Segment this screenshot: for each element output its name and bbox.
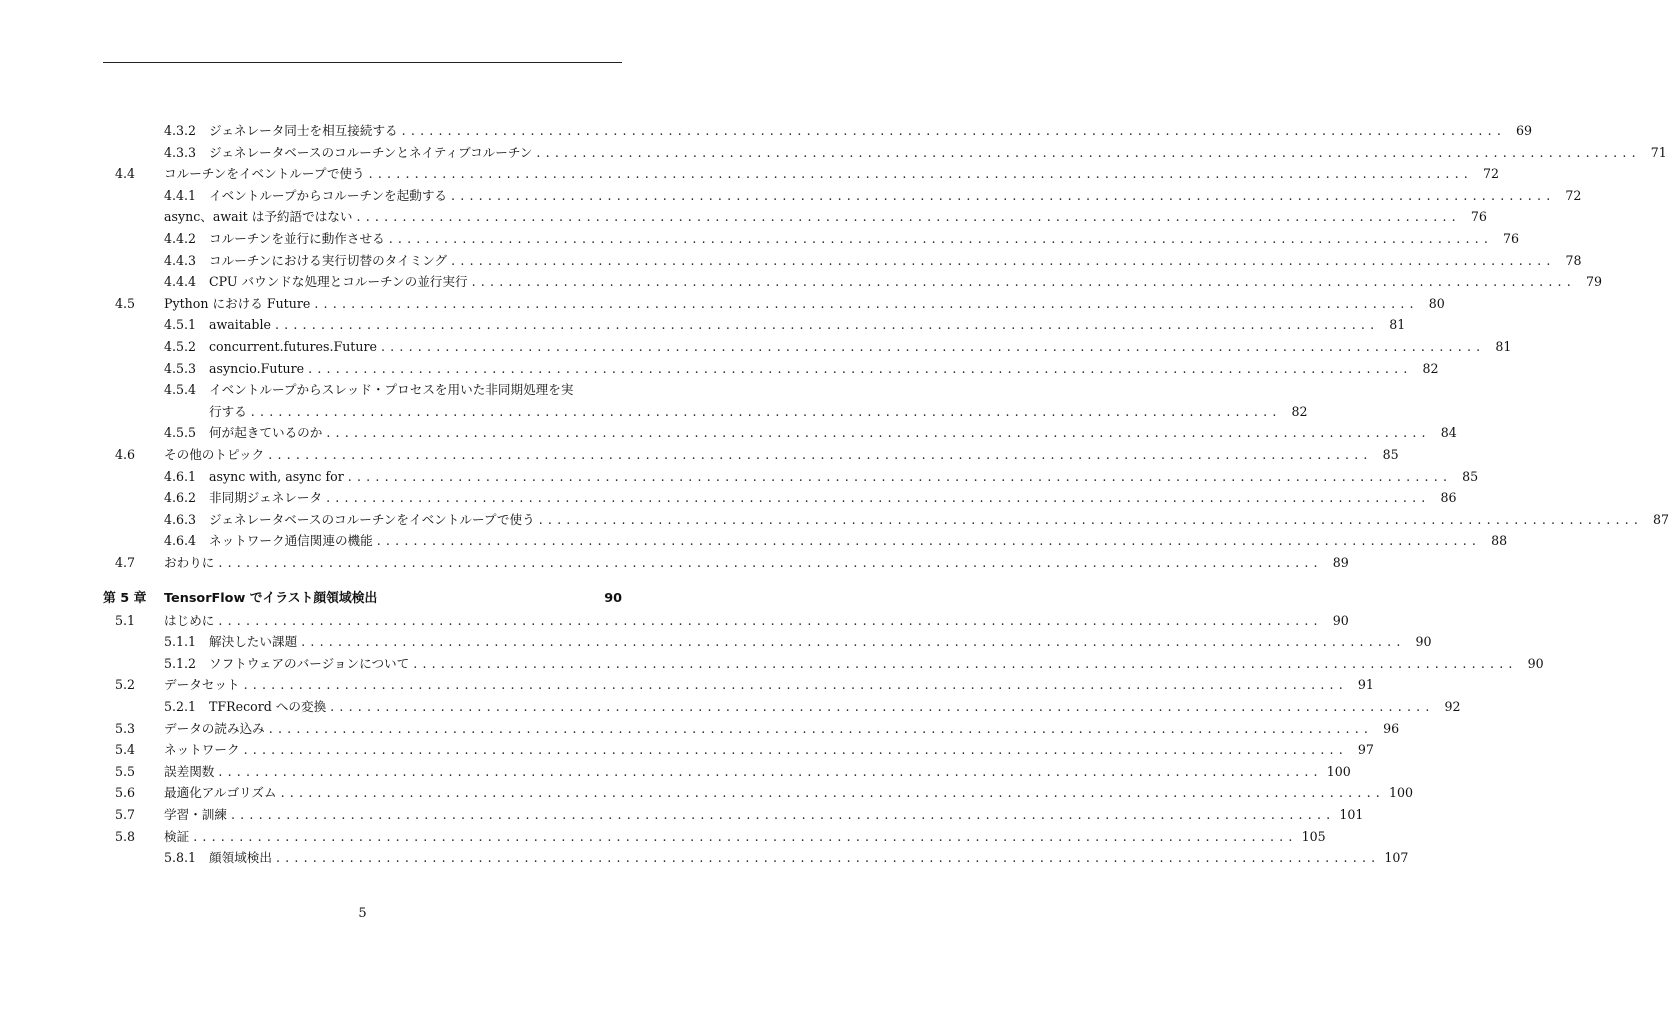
toc-entry[interactable]: [103, 552, 1349, 574]
toc-entry-number: 5.1.1: [164, 634, 197, 650]
toc-leader-dots: ........................................................................................................................: [280, 785, 1385, 801]
toc-entry[interactable]: [103, 293, 1445, 315]
toc-entry-page: 84: [1440, 425, 1457, 441]
toc-entry-title: コルーチンをイベントループで使う: [164, 166, 365, 182]
toc-leader-dots: ........................................................................................................................: [368, 166, 1474, 182]
toc-leader-dots: ........................................................................................................................: [380, 338, 1486, 354]
toc-entry-number: 5.1.2: [164, 655, 197, 671]
toc-entry-page: 86: [1440, 490, 1457, 506]
toc-group-ch4-part1: [103, 120, 1667, 379]
toc-entry-title-line1: イベントループからスレッド・プロセスを用いた非同期処理を実: [209, 382, 574, 398]
toc-entry-title: 何が起きているのか: [209, 425, 323, 441]
toc-entry-number: 5.5: [115, 763, 136, 779]
toc-entry-title: はじめに: [164, 612, 215, 628]
toc-entry-page: 90: [1415, 634, 1432, 650]
toc-entry-page: 71: [1650, 144, 1667, 160]
toc-leader-dots: ........................................................................................................................: [536, 144, 1641, 160]
toc-entry[interactable]: [103, 847, 1409, 869]
toc-entry-number: 4.4.3: [164, 252, 197, 268]
table-of-contents: [103, 120, 1669, 869]
toc-entry-page: 81: [1389, 317, 1406, 333]
toc-entry[interactable]: [103, 142, 1667, 164]
toc-entry[interactable]: [103, 163, 1500, 185]
toc-entry-number: 5.2.1: [164, 699, 197, 715]
toc-leader-dots: ........................................................................................................................: [274, 317, 1380, 333]
toc-entry-page: 76: [1470, 209, 1487, 225]
toc-group-ch4-part2: [103, 422, 1669, 573]
toc-entry-number: 4.5.3: [164, 360, 197, 376]
toc-entry-number: 4.4.2: [164, 230, 197, 246]
toc-entry-page: 97: [1357, 742, 1374, 758]
toc-entry[interactable]: [103, 358, 1439, 380]
toc-entry-title: 顔領域検出: [209, 850, 272, 866]
toc-entry-number: 4.6: [115, 446, 136, 462]
toc-entry[interactable]: [103, 782, 1414, 804]
toc-entry-title: CPU バウンドな処理とコルーチンの並行実行: [209, 274, 468, 290]
toc-entry-title: おわりに: [164, 554, 215, 570]
toc-entry-page: 101: [1339, 807, 1364, 822]
toc-leader-dots: ........................................................................................................................: [451, 252, 1556, 268]
toc-entry[interactable]: [103, 530, 1508, 552]
toc-entry-title: async with, async for: [209, 468, 344, 484]
toc-entry-title: 検証: [164, 828, 190, 844]
toc-leader-dots: ........................................................................................................................: [308, 360, 1413, 376]
toc-leader-dots: ........................................................................................................................: [356, 209, 1461, 225]
toc-entry-title: 非同期ジェネレータ: [209, 490, 323, 506]
toc-entry[interactable]: [103, 228, 1520, 250]
toc-entry[interactable]: [103, 271, 1602, 293]
toc-entry-page: 107: [1384, 850, 1409, 866]
toc-entry-title: 誤差関数: [164, 763, 215, 779]
toc-entry-title: 学習・訓練: [164, 807, 227, 822]
toc-group-ch5: [103, 610, 1544, 869]
toc-entry-title: コルーチンを並行に動作させる: [209, 230, 385, 246]
toc-entry-title: その他のトピック: [164, 446, 265, 462]
toc-entry-title: async、await は予約語ではない: [164, 209, 353, 225]
toc-entry-title: concurrent.futures.Future: [209, 338, 377, 354]
toc-leader-dots: ........................................................................................................................: [451, 187, 1556, 203]
toc-leader-dots: ........................................................................................................................: [376, 533, 1482, 549]
chapter-page: 90: [604, 591, 622, 607]
toc-leader-dots: ........................................................................................................................: [347, 468, 1453, 484]
toc-entry[interactable]: [103, 826, 1326, 848]
toc-entry-number: 4.4.1: [164, 187, 197, 203]
toc-entry[interactable]: [103, 696, 1461, 718]
toc-leader-dots: ........................................................................................................................: [326, 425, 1431, 441]
toc-entry-number: 5.4: [115, 742, 136, 758]
toc-entry-page: 82: [1291, 403, 1308, 419]
toc-entry[interactable]: [103, 314, 1406, 336]
toc-entry-title: データセット: [164, 677, 240, 693]
toc-entry-page: 69: [1516, 123, 1533, 138]
toc-entry[interactable]: [103, 487, 1457, 509]
toc-entry-title: 最適化アルゴリズム: [164, 785, 277, 801]
toc-entry[interactable]: [103, 185, 1582, 207]
toc-entry[interactable]: [103, 206, 1487, 228]
toc-leader-dots: ........................................................................................................................: [268, 720, 1374, 736]
toc-entry-page: 78: [1565, 252, 1582, 268]
toc-entry[interactable]: [103, 804, 1364, 826]
toc-leader-dots: ........................................................................................................................: [301, 634, 1406, 650]
toc-entry-number: 5.1: [115, 612, 136, 628]
toc-entry-number: 5.8: [115, 828, 136, 844]
toc-entry-title: awaitable: [209, 317, 271, 333]
toc-leader-dots: ........................................................................................................................: [401, 123, 1507, 138]
toc-leader-dots: ........................................................................................................................: [243, 742, 1348, 758]
toc-entry-number: 4.5.1: [164, 317, 197, 333]
toc-entry[interactable]: [103, 250, 1582, 272]
toc-entry[interactable]: [103, 336, 1512, 358]
toc-leader-dots: ........................................................................................................................: [275, 850, 1381, 866]
toc-entry-page: 85: [1382, 446, 1399, 462]
toc-entry-number: 4.5.5: [164, 425, 197, 441]
toc-entry[interactable]: [103, 422, 1457, 444]
toc-leader-dots: ........................................................................................................................: [471, 274, 1576, 290]
toc-entry[interactable]: [103, 120, 1533, 142]
toc-entry[interactable]: [103, 466, 1479, 488]
header-rule: [103, 62, 622, 63]
toc-entry[interactable]: [103, 631, 1432, 653]
toc-entry-number: 4.5.2: [164, 338, 197, 354]
toc-entry-number: 5.3: [115, 720, 136, 736]
toc-entry-number: 4.5: [115, 295, 136, 311]
toc-leader-dots: ........................................................................................................................: [314, 295, 1419, 311]
toc-entry-page: 91: [1357, 677, 1374, 693]
toc-entry-page: 79: [1585, 274, 1602, 290]
chapter-number: 第 5 章: [103, 591, 147, 607]
toc-entry-number: 4.3.3: [164, 144, 197, 160]
toc-entry-number: 4.7: [115, 554, 136, 570]
toc-entry-page: 105: [1301, 828, 1326, 844]
toc-entry-number: 4.5.4: [164, 382, 197, 398]
toc-entry-title: ジェネレータ同士を相互接続する: [209, 123, 398, 138]
toc-leader-dots: ........................................................................................................................: [218, 554, 1323, 570]
toc-entry-title: ジェネレータベースのコルーチンをイベントループで使う: [209, 511, 535, 527]
toc-entry[interactable]: [103, 509, 1669, 531]
toc-leader-dots: ........................................................................................................................: [388, 230, 1494, 246]
toc-entry[interactable]: [103, 718, 1400, 740]
toc-entry[interactable]: [103, 761, 1351, 783]
toc-leader-dots: ........................................................................................................................: [218, 763, 1323, 779]
toc-entry-title: asyncio.Future: [209, 360, 305, 376]
toc-entry[interactable]: [103, 444, 1399, 466]
toc-entry-number: 4.4.4: [164, 274, 197, 290]
toc-entry-title: ソフトウェアのバージョンについて: [209, 655, 410, 671]
toc-entry-page: 85: [1462, 468, 1479, 484]
toc-leader-dots: ........................................................................................................................: [243, 677, 1348, 693]
toc-leader-dots: ........................................................................................................................: [413, 655, 1518, 671]
toc-entry-title: ネットワーク通信関連の機能: [209, 533, 373, 549]
toc-entry-number: 4.6.3: [164, 511, 197, 527]
toc-entry-title: 解決したい課題: [209, 634, 298, 650]
toc-entry-number: 5.7: [115, 807, 136, 822]
toc-entry-number: 4.3.2: [164, 123, 197, 138]
toc-entry-title: ネットワーク: [164, 742, 240, 758]
toc-entry[interactable]: [103, 610, 1349, 632]
toc-entry-title: イベントループからコルーチンを起動する: [209, 187, 448, 203]
toc-entry-title: コルーチンにおける実行切替のタイミング: [209, 252, 448, 268]
toc-entry-number: 5.6: [115, 785, 136, 801]
toc-entry-number: 5.2: [115, 677, 136, 693]
toc-entry-page: 72: [1482, 166, 1500, 182]
toc-entry[interactable]: [103, 674, 1374, 696]
toc-leader-dots: ........................................................................................................................: [218, 612, 1323, 628]
toc-leader-dots: ........................................................................................................................: [326, 490, 1431, 506]
toc-leader-dots: ................................................................................................................: [250, 403, 1282, 419]
toc-leader-dots: ........................................................................................................................: [268, 446, 1373, 462]
toc-entry-page: 92: [1444, 699, 1461, 715]
toc-entry-tall[interactable]: [103, 379, 1308, 422]
toc-entry-page: 100: [1388, 785, 1414, 801]
toc-entry-page: 72: [1565, 187, 1582, 203]
toc-entry-page: 81: [1495, 338, 1512, 354]
toc-entry-page: 90: [1527, 655, 1544, 671]
toc-entry-page: 80: [1428, 295, 1445, 311]
toc-leader-dots: ........................................................................................................................: [330, 699, 1435, 715]
toc-entry-number: 4.6.4: [164, 533, 197, 549]
page-number: 5: [358, 906, 367, 921]
toc-entry-page: 82: [1422, 360, 1439, 376]
toc-leader-dots: ........................................................................................................................: [538, 511, 1644, 527]
toc-entry[interactable]: [103, 653, 1544, 675]
toc-entry-page: 100: [1326, 763, 1351, 779]
toc-entry-page: 89: [1332, 554, 1349, 570]
chapter-title: TensorFlow でイラスト顔領域検出: [164, 591, 378, 607]
toc-entry-number: 5.8.1: [164, 850, 197, 866]
toc-entry-title-line2: 行する: [209, 403, 247, 419]
toc-entry-number: 4.4: [115, 166, 136, 182]
toc-entry-number: 4.6.2: [164, 490, 197, 506]
toc-entry-title: Python における Future: [164, 295, 311, 311]
toc-entry-page: 87: [1653, 511, 1669, 527]
toc-leader-dots: ........................................................................................................................: [230, 807, 1336, 822]
toc-entry-title: ジェネレータベースのコルーチンとネイティブコルーチン: [209, 144, 533, 160]
toc-entry-page: 76: [1503, 230, 1520, 246]
toc-entry-title: TFRecord への変換: [209, 699, 327, 715]
toc-entry-title: データの読み込み: [164, 720, 265, 736]
toc-leader-dots: ........................................................................................................................: [193, 828, 1298, 844]
toc-entry[interactable]: [103, 739, 1374, 761]
toc-entry-page: 90: [1332, 612, 1349, 628]
toc-chapter-heading[interactable]: [103, 588, 622, 610]
toc-entry-page: 96: [1383, 720, 1400, 736]
toc-entry-page: 88: [1491, 533, 1508, 549]
toc-entry-number: 4.6.1: [164, 468, 197, 484]
